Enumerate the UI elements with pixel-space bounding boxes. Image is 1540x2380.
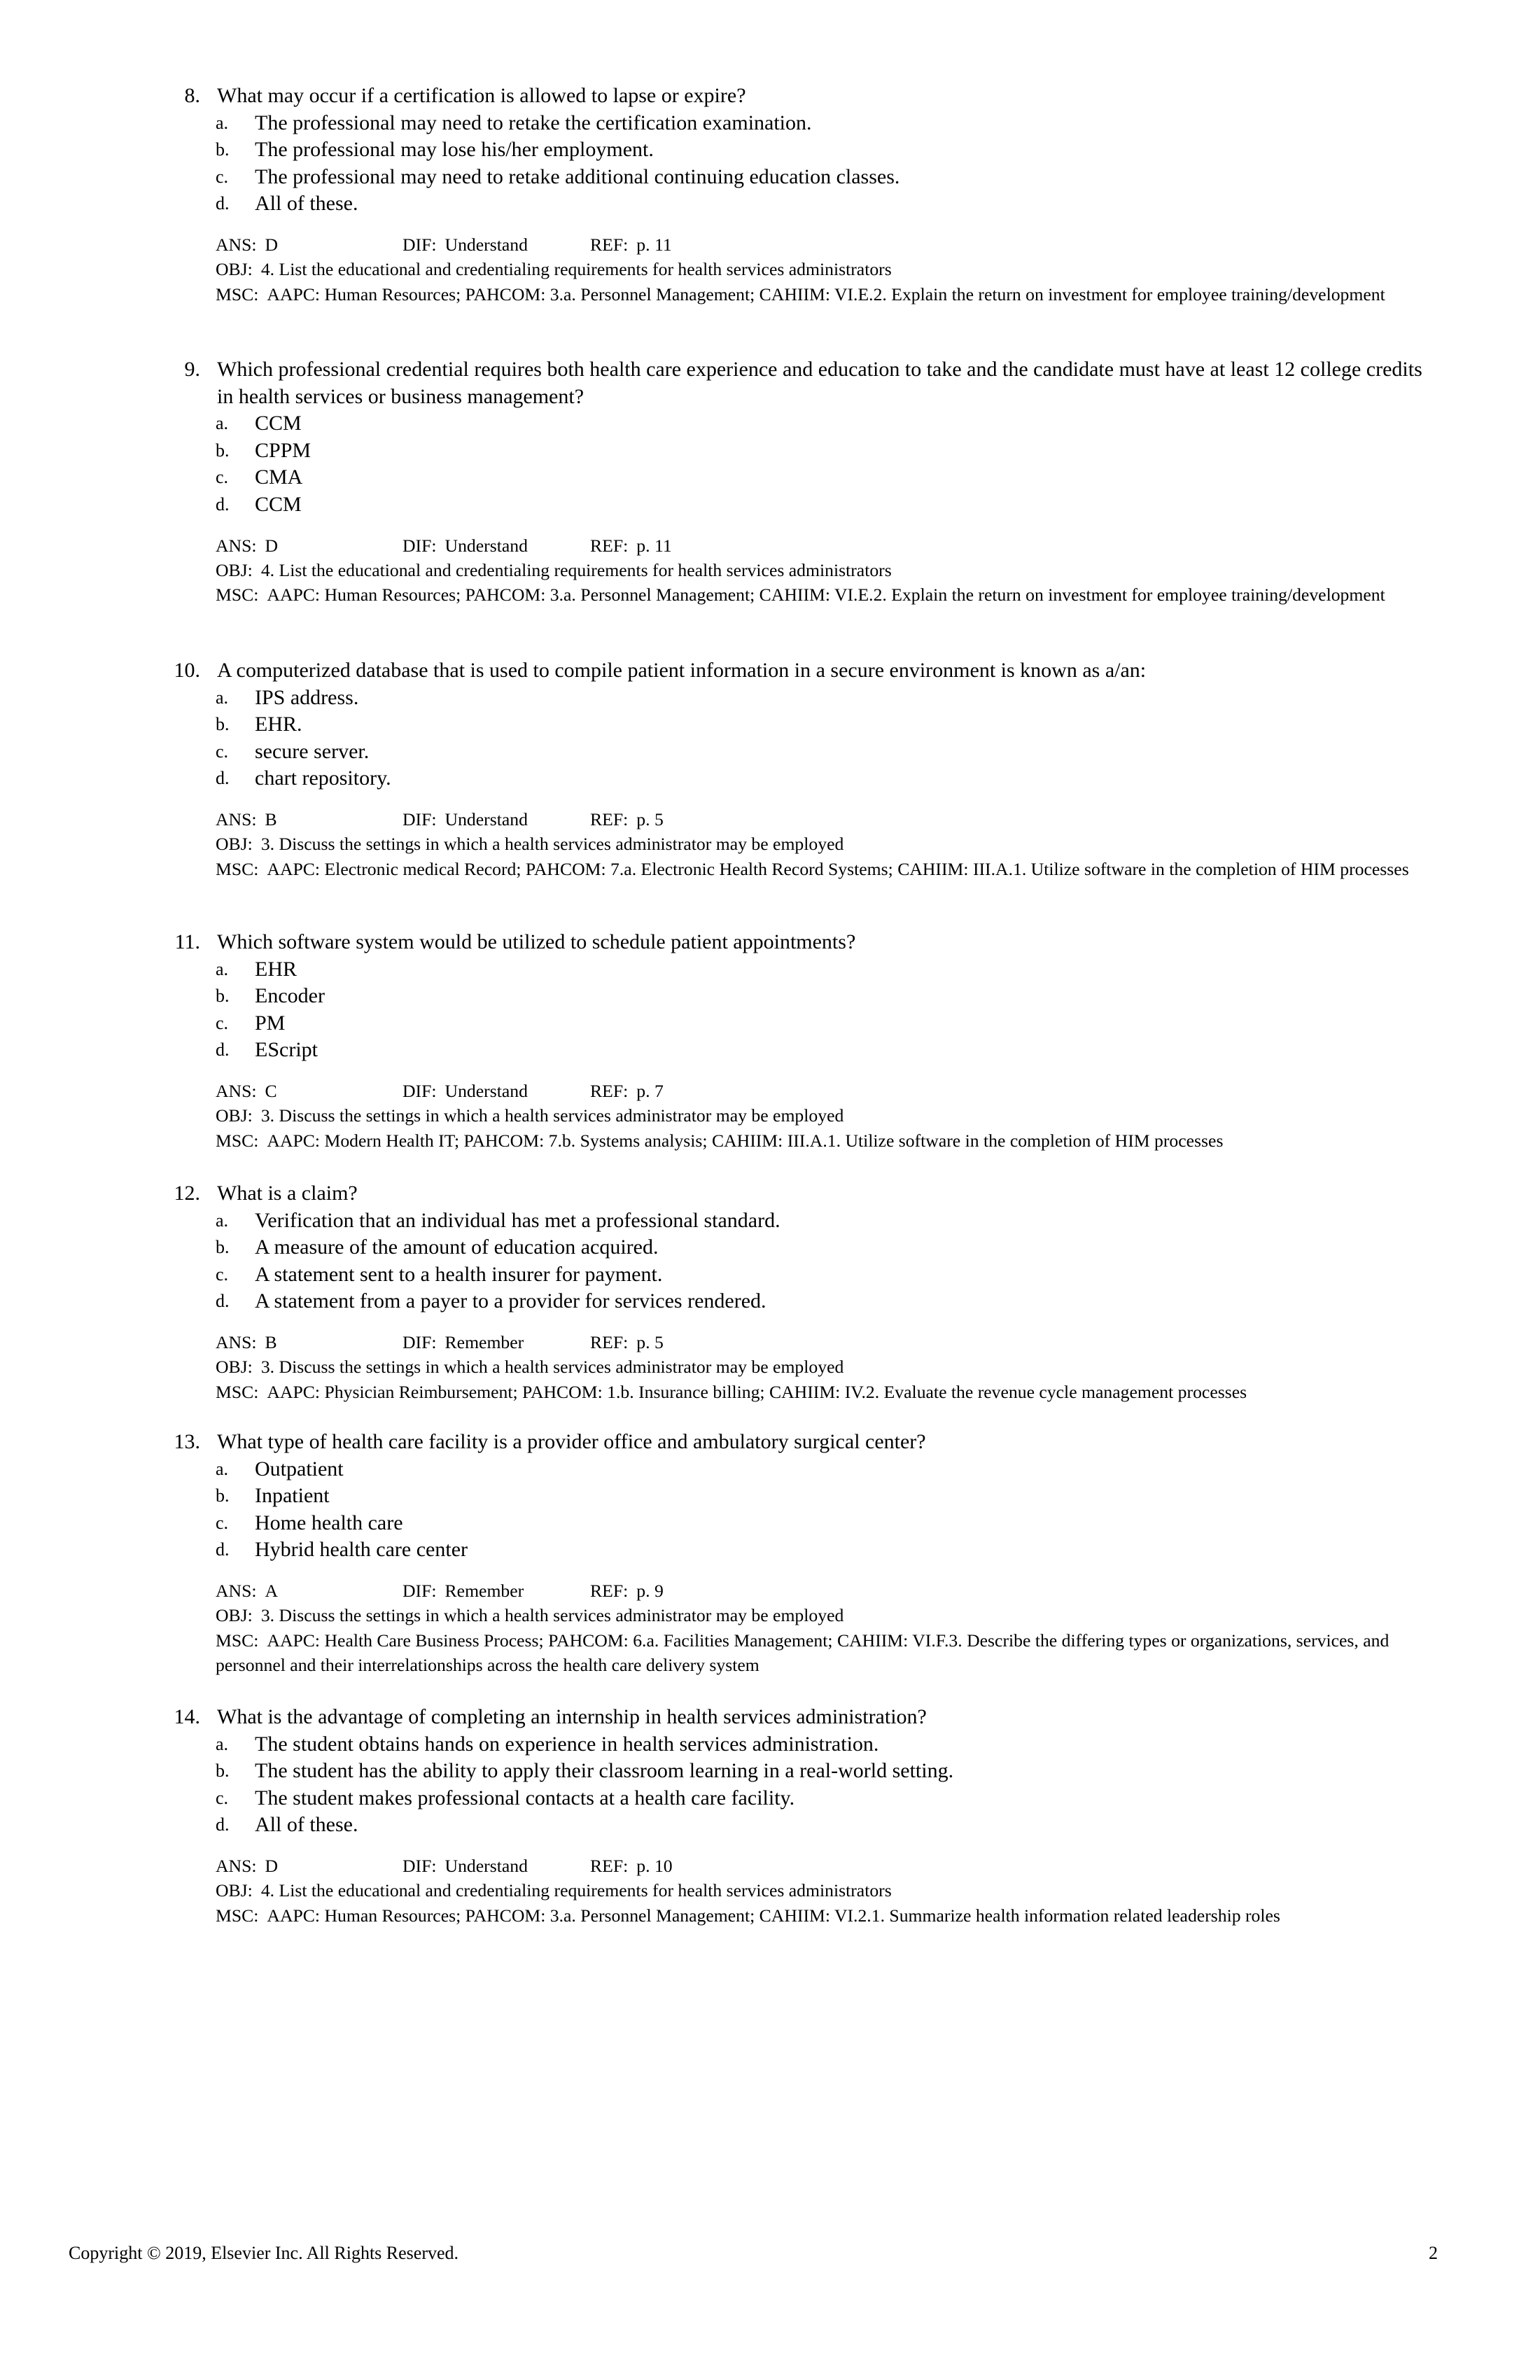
- question-stem: Which professional credential requires both health care experience and education to take and the candidate must have at least 12 college credits in health services or business management?: [217, 358, 1422, 408]
- question-block: [155, 83, 1429, 307]
- option-text: EScript: [255, 1038, 318, 1062]
- msc-text: AAPC: Electronic medical Record; PAHCOM: 7.a. Electronic Health Record Systems; CAHIIM: III.A.1. Utilize software in the completion of HIM processes: [267, 858, 1409, 879]
- question-number: 14.: [174, 1705, 200, 1728]
- answer-label: ANS:: [216, 808, 257, 830]
- option-letter: c.: [216, 1512, 229, 1533]
- question-block: [155, 1429, 1429, 1678]
- question-stem-row: [155, 1704, 1429, 1731]
- reference-value: p. 5: [636, 808, 664, 830]
- difficulty-label: DIF:: [402, 808, 437, 830]
- option-text: CMA: [255, 465, 303, 489]
- reference-field: [590, 1578, 664, 1603]
- difficulty-label: DIF:: [402, 1080, 437, 1101]
- answer-option: [200, 1456, 1429, 1483]
- question-stem-row: [155, 83, 1429, 110]
- answer-field: [216, 1079, 402, 1103]
- reference-field: [590, 1854, 673, 1878]
- msc-text: AAPC: Health Care Business Process; PAHCOM: 6.a. Facilities Management; CAHIIM: VI.F.3. Describe the differing types or organizations, services, and personnel and their interrelationships across the health care delivery system: [216, 1630, 1390, 1676]
- option-letter: a.: [216, 1733, 229, 1754]
- answer-field: [216, 533, 402, 558]
- msc-line: [216, 1380, 1429, 1404]
- question-block: [155, 929, 1429, 1153]
- question-stem-row: [155, 1429, 1429, 1456]
- answer-option: [200, 983, 1429, 1010]
- objective-text: 4. List the educational and credentialing requirements for health services administrators: [260, 559, 892, 580]
- objective-line: [216, 1354, 1429, 1379]
- answer-option: [200, 765, 1429, 792]
- question-number: 9.: [184, 358, 200, 381]
- msc-line: [216, 582, 1429, 607]
- reference-label: REF:: [590, 808, 629, 830]
- option-text: All of these.: [255, 192, 358, 216]
- answer-label: ANS:: [216, 1331, 257, 1352]
- reference-value: p. 11: [636, 234, 672, 255]
- option-letter: a.: [216, 958, 229, 979]
- answer-option: [200, 1812, 1429, 1839]
- objective-line: [216, 558, 1429, 582]
- msc-label: MSC:: [216, 1905, 259, 1926]
- option-text: The professional may need to retake additional continuing education classes.: [255, 164, 900, 188]
- answer-option: [200, 190, 1429, 218]
- difficulty-label: DIF:: [402, 1331, 437, 1352]
- question-stem-row: [155, 657, 1429, 685]
- difficulty-field: [402, 1854, 590, 1878]
- reference-field: [590, 1079, 664, 1103]
- question-number: 11.: [174, 930, 200, 953]
- objective-line: [216, 1103, 1429, 1128]
- objective-text: 3. Discuss the settings in which a health services administrator may be employed: [260, 1105, 844, 1126]
- answer-value: B: [265, 1331, 277, 1352]
- option-text: CCM: [255, 492, 302, 516]
- question-number: 8.: [184, 84, 200, 107]
- difficulty-label: DIF:: [402, 1580, 437, 1601]
- difficulty-field: [402, 533, 590, 558]
- answer-field: [216, 807, 402, 832]
- objective-label: OBJ:: [216, 1605, 253, 1626]
- answer-metadata: [200, 807, 1429, 881]
- answer-option: [200, 1010, 1429, 1037]
- option-text: The professional may need to retake the certification examination.: [255, 111, 812, 134]
- option-letter: a.: [216, 112, 229, 133]
- answer-option: [200, 110, 1429, 137]
- option-letter: c.: [216, 741, 229, 762]
- answer-label: ANS:: [216, 1855, 257, 1876]
- option-text: All of these.: [255, 1813, 358, 1837]
- answer-option: [200, 1288, 1429, 1315]
- option-letter: b.: [216, 139, 230, 160]
- reference-field: [590, 807, 664, 832]
- option-text: The student makes professional contacts at a health care facility.: [255, 1786, 795, 1809]
- option-letter: b.: [216, 1237, 230, 1258]
- answer-metadata: [200, 1330, 1429, 1404]
- answer-row: [216, 1854, 1429, 1878]
- option-letter: a.: [216, 413, 229, 434]
- objective-label: OBJ:: [216, 259, 253, 280]
- difficulty-value: Understand: [444, 234, 528, 255]
- objective-text: 4. List the educational and credentialing requirements for health services administrators: [260, 1880, 892, 1901]
- answer-option: [200, 136, 1429, 164]
- difficulty-field: [402, 1330, 590, 1354]
- difficulty-label: DIF:: [402, 234, 437, 255]
- difficulty-value: Remember: [444, 1580, 524, 1601]
- objective-text: 4. List the educational and credentialing requirements for health services administrators: [260, 259, 892, 280]
- question-stem-row: [155, 356, 1429, 410]
- msc-line: [216, 857, 1429, 881]
- answer-option: [200, 1234, 1429, 1261]
- option-text: Inpatient: [255, 1484, 330, 1508]
- msc-line: [216, 1128, 1429, 1153]
- answer-option: [200, 956, 1429, 983]
- reference-label: REF:: [590, 1855, 629, 1876]
- option-text: CCM: [255, 412, 302, 435]
- answer-label: ANS:: [216, 1080, 257, 1101]
- msc-text: AAPC: Human Resources; PAHCOM: 3.a. Personnel Management; CAHIIM: VI.2.1. Summarize health information related leadership roles: [267, 1905, 1280, 1926]
- answer-option: [200, 410, 1429, 438]
- msc-line: [216, 282, 1429, 307]
- difficulty-field: [402, 1578, 590, 1603]
- objective-label: OBJ:: [216, 1105, 253, 1126]
- answer-option: [200, 685, 1429, 712]
- question-block: [155, 1180, 1429, 1404]
- reference-label: REF:: [590, 1080, 629, 1101]
- objective-text: 3. Discuss the settings in which a health services administrator may be employed: [260, 1357, 844, 1378]
- answer-row: [216, 232, 1429, 257]
- reference-value: p. 7: [636, 1080, 664, 1101]
- option-letter: b.: [216, 1760, 230, 1782]
- option-text: Encoder: [255, 984, 325, 1008]
- option-text: Verification that an individual has met a professional standard.: [255, 1208, 780, 1232]
- option-letter: a.: [216, 687, 229, 708]
- question-number: 13.: [174, 1430, 200, 1453]
- option-letter: b.: [216, 986, 230, 1007]
- answer-option: [200, 1261, 1429, 1289]
- option-text: The student obtains hands on experience in health services administration.: [255, 1732, 879, 1756]
- objective-line: [216, 832, 1429, 856]
- msc-line: [216, 1903, 1429, 1928]
- msc-label: MSC:: [216, 1630, 259, 1651]
- page-footer: [69, 2243, 1438, 2264]
- objective-label: OBJ:: [216, 834, 253, 855]
- answer-metadata: [200, 1854, 1429, 1928]
- difficulty-label: DIF:: [402, 535, 437, 556]
- objective-label: OBJ:: [216, 559, 253, 580]
- reference-field: [590, 232, 672, 257]
- option-text: chart repository.: [255, 766, 391, 790]
- msc-label: MSC:: [216, 284, 259, 304]
- option-letter: c.: [216, 1264, 229, 1284]
- option-letter: d.: [216, 1291, 230, 1312]
- question-block: [155, 657, 1429, 881]
- answer-label: ANS:: [216, 535, 257, 556]
- msc-line: [216, 1628, 1429, 1678]
- option-letter: b.: [216, 440, 230, 461]
- option-letter: a.: [216, 1458, 229, 1479]
- answer-value: D: [265, 535, 279, 556]
- option-text: A statement sent to a health insurer for payment.: [255, 1262, 663, 1286]
- option-text: CPPM: [255, 438, 312, 462]
- option-letter: b.: [216, 714, 230, 735]
- msc-text: AAPC: Modern Health IT; PAHCOM: 7.b. Systems analysis; CAHIIM: III.A.1. Utilize software in the completion of HIM processes: [267, 1130, 1224, 1151]
- option-text: A statement from a payer to a provider for services rendered.: [255, 1289, 766, 1313]
- question-stem: What is a claim?: [217, 1182, 358, 1205]
- question-stem: What may occur if a certification is allowed to lapse or expire?: [217, 84, 746, 107]
- objective-label: OBJ:: [216, 1357, 253, 1378]
- option-letter: d.: [216, 768, 230, 789]
- question-block: [155, 1704, 1429, 1928]
- question-stem: What is the advantage of completing an internship in health services administration?: [217, 1705, 927, 1728]
- answer-label: ANS:: [216, 1580, 257, 1601]
- answer-row: [216, 1079, 1429, 1103]
- answer-row: [216, 1330, 1429, 1354]
- answer-option: [200, 738, 1429, 766]
- answer-metadata: [200, 232, 1429, 307]
- option-letter: d.: [216, 1040, 230, 1060]
- option-text: Hybrid health care center: [255, 1538, 468, 1562]
- difficulty-value: Understand: [444, 1080, 528, 1101]
- objective-line: [216, 257, 1429, 281]
- answer-row: [216, 1578, 1429, 1603]
- answer-value: A: [265, 1580, 279, 1601]
- difficulty-value: Understand: [444, 808, 528, 830]
- answer-option: [200, 1510, 1429, 1537]
- option-text: EHR: [255, 957, 297, 981]
- option-text: The professional may lose his/her employment.: [255, 138, 654, 162]
- option-letter: c.: [216, 1787, 229, 1808]
- difficulty-label: DIF:: [402, 1855, 437, 1876]
- option-text: Home health care: [255, 1511, 403, 1534]
- difficulty-field: [402, 1079, 590, 1103]
- copyright-text: Copyright © 2019, Elsevier Inc. All Rights Reserved.: [69, 2243, 459, 2263]
- answer-option: [200, 438, 1429, 465]
- option-letter: a.: [216, 1210, 229, 1231]
- option-text: secure server.: [255, 739, 370, 763]
- answer-metadata: [200, 1578, 1429, 1678]
- reference-label: REF:: [590, 535, 629, 556]
- answer-value: D: [265, 1855, 279, 1876]
- option-letter: d.: [216, 1539, 230, 1560]
- answer-field: [216, 1330, 402, 1354]
- reference-field: [590, 533, 672, 558]
- objective-text: 3. Discuss the settings in which a health services administrator may be employed: [260, 1605, 844, 1626]
- difficulty-field: [402, 232, 590, 257]
- question-number: 12.: [174, 1182, 200, 1205]
- answer-option: [200, 1731, 1429, 1758]
- reference-value: p. 10: [636, 1855, 673, 1876]
- answer-option: [200, 164, 1429, 191]
- answer-field: [216, 1578, 402, 1603]
- page-number: 2: [1429, 2243, 1438, 2263]
- msc-label: MSC:: [216, 858, 259, 879]
- question-stem: A computerized database that is used to compile patient information in a secure environment is known as a/an:: [217, 659, 1147, 682]
- objective-label: OBJ:: [216, 1880, 253, 1901]
- reference-value: p. 11: [636, 535, 672, 556]
- option-letter: c.: [216, 467, 229, 488]
- reference-label: REF:: [590, 1580, 629, 1601]
- reference-value: p. 9: [636, 1580, 664, 1601]
- option-letter: b.: [216, 1485, 230, 1506]
- question-block: [155, 356, 1429, 608]
- answer-field: [216, 1854, 402, 1878]
- msc-label: MSC:: [216, 584, 259, 606]
- msc-label: MSC:: [216, 1130, 259, 1151]
- answer-option: [200, 1208, 1429, 1235]
- option-text: The student has the ability to apply their classroom learning in a real-world setting.: [255, 1759, 954, 1783]
- difficulty-value: Remember: [444, 1331, 524, 1352]
- answer-metadata: [200, 1079, 1429, 1153]
- reference-label: REF:: [590, 1331, 629, 1352]
- option-letter: d.: [216, 193, 230, 214]
- option-letter: c.: [216, 1012, 229, 1033]
- msc-text: AAPC: Physician Reimbursement; PAHCOM: 1.b. Insurance billing; CAHIIM: IV.2. Evaluate the revenue cycle management processes: [267, 1381, 1247, 1402]
- answer-field: [216, 232, 402, 257]
- answer-row: [216, 807, 1429, 832]
- reference-label: REF:: [590, 234, 629, 255]
- msc-text: AAPC: Human Resources; PAHCOM: 3.a. Personnel Management; CAHIIM: VI.E.2. Explain the return on investment for employee training/development: [267, 284, 1385, 304]
- question-stem-row: [155, 1180, 1429, 1208]
- answer-label: ANS:: [216, 234, 257, 255]
- difficulty-field: [402, 807, 590, 832]
- answer-option: [200, 464, 1429, 491]
- difficulty-value: Understand: [444, 1855, 528, 1876]
- answer-option: [200, 1536, 1429, 1564]
- reference-field: [590, 1330, 664, 1354]
- objective-line: [216, 1878, 1429, 1903]
- question-stem: Which software system would be utilized to schedule patient appointments?: [217, 930, 856, 953]
- question-stem-row: [155, 929, 1429, 956]
- option-letter: c.: [216, 166, 229, 187]
- msc-label: MSC:: [216, 1381, 259, 1402]
- answer-value: C: [265, 1080, 277, 1101]
- difficulty-value: Understand: [444, 535, 528, 556]
- objective-line: [216, 1603, 1429, 1628]
- msc-text: AAPC: Human Resources; PAHCOM: 3.a. Personnel Management; CAHIIM: VI.E.2. Explain the return on investment for employee training/development: [267, 584, 1385, 606]
- option-letter: d.: [216, 1814, 230, 1835]
- option-text: A measure of the amount of education acquired.: [255, 1236, 659, 1259]
- option-text: IPS address.: [255, 685, 359, 709]
- answer-value: B: [265, 808, 277, 830]
- question-stem: What type of health care facility is a provider office and ambulatory surgical center?: [217, 1430, 926, 1453]
- option-text: PM: [255, 1011, 286, 1035]
- answer-value: D: [265, 234, 279, 255]
- answer-option: [200, 1483, 1429, 1510]
- objective-text: 3. Discuss the settings in which a health services administrator may be employed: [260, 834, 844, 855]
- answer-option: [200, 1758, 1429, 1785]
- option-letter: d.: [216, 493, 230, 514]
- answer-row: [216, 533, 1429, 558]
- option-text: EHR.: [255, 713, 302, 736]
- answer-option: [200, 1785, 1429, 1812]
- answer-option: [200, 491, 1429, 519]
- answer-option: [200, 711, 1429, 738]
- reference-value: p. 5: [636, 1331, 664, 1352]
- answer-option: [200, 1037, 1429, 1064]
- question-number: 10.: [174, 659, 200, 682]
- answer-metadata: [200, 533, 1429, 608]
- option-text: Outpatient: [255, 1457, 344, 1480]
